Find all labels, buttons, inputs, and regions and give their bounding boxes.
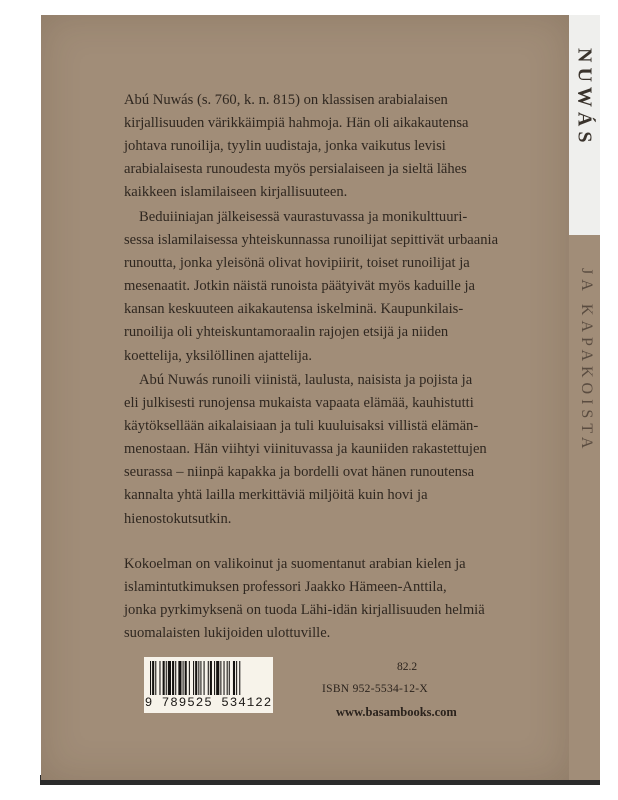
barcode-bar bbox=[200, 661, 201, 695]
blurb-paragraph-2 bbox=[124, 206, 524, 368]
barcode-bar bbox=[155, 661, 156, 695]
text-line: Beduiiniajan jälkeisessä vaurastuvassa ja monikulttuuri- bbox=[139, 209, 468, 225]
barcode-bar bbox=[208, 661, 209, 695]
isbn-number: ISBN 952-5534-12-X bbox=[322, 683, 429, 695]
text-line: koettelija, yksilöllinen ajattelija. bbox=[124, 347, 313, 364]
text-line: kansan keskuuteen aikakautensa iskelminä. Kaupunkilais- bbox=[124, 301, 464, 318]
text-line: Abú Nuwás (s. 760, k. n. 815) on klassisen arabialaisen bbox=[124, 92, 448, 108]
blurb-paragraph-3 bbox=[124, 369, 524, 531]
text-line: arabialaisesta runoudesta myös persialaiseen ja sieltä lähes bbox=[124, 161, 467, 178]
text-line: johtava runoilija, tyylin uudistaja, jonka vaikutus levisi bbox=[124, 138, 446, 155]
blurb-paragraph-1 bbox=[124, 89, 524, 204]
text-line: jonka pyrkimyksenä on tuoda Lähi-idän kirjallisuuden helmiä bbox=[124, 602, 485, 619]
barcode-bar bbox=[189, 661, 190, 695]
barcode-bar bbox=[239, 661, 240, 695]
barcode-bar bbox=[185, 661, 187, 695]
barcode-bar bbox=[159, 661, 160, 695]
spine-title-text: JA KAPAKOISTA bbox=[578, 268, 595, 454]
text-line: islamintutkimuksen professori Jaakko Hämeen-Anttila, bbox=[124, 579, 447, 596]
text-line: seurassa – niinpä kapakka ja bordelli ovat hänen runoutensa bbox=[124, 464, 475, 481]
barcode-number: 9 789525 534122 bbox=[144, 696, 273, 710]
barcode-bar bbox=[216, 661, 219, 695]
barcode-bar bbox=[166, 661, 167, 695]
text-line: menostaan. Hän viihtyi viinituvassa ja kauniiden rakastettujen bbox=[124, 441, 487, 458]
text-line: kaikkeen islamilaiseen kirjallisuuteen. bbox=[124, 184, 348, 201]
barcode-bars bbox=[150, 661, 267, 695]
text-line: Abú Nuwás runoili viinistä, laulusta, naisista ja pojista ja bbox=[139, 372, 473, 388]
barcode-bar bbox=[236, 661, 237, 695]
spine-author-text: NUWÁS bbox=[573, 48, 596, 148]
text-line: eli julkisesti runojensa mukaista vapaata elämää, kauhistutti bbox=[124, 395, 474, 412]
text-line: Kokoelman on valikoinut ja suomentanut arabian kielen ja bbox=[124, 556, 466, 572]
isbn-barcode bbox=[144, 657, 273, 713]
translator-note bbox=[124, 553, 524, 645]
barcode-bar bbox=[152, 661, 154, 695]
barcode-bar bbox=[224, 661, 225, 695]
barcode-bar bbox=[175, 661, 176, 695]
barcode-bar bbox=[220, 661, 221, 695]
barcode-bar bbox=[214, 661, 215, 695]
text-line: hienostokutsutkin. bbox=[124, 510, 232, 527]
barcode-bar bbox=[150, 661, 151, 695]
text-line: runoutta, jonka yleisönä olivat hovipiirit, toiset runoilijat ja bbox=[124, 255, 470, 272]
barcode-bar bbox=[172, 661, 174, 695]
barcode-bar bbox=[233, 661, 235, 695]
barcode-bar bbox=[163, 661, 165, 695]
barcode-bar bbox=[178, 661, 181, 695]
classification-code: 82.2 bbox=[397, 661, 418, 673]
text-line: suomalaisten lukijoiden ulottuville. bbox=[124, 625, 331, 642]
text-line: kannalta yhtä lailla merkittäviä miljöitä kuin hovi ja bbox=[124, 487, 428, 504]
barcode-bar bbox=[204, 661, 205, 695]
barcode-bar bbox=[168, 661, 171, 695]
barcode-bar bbox=[229, 661, 230, 695]
barcode-bar bbox=[227, 661, 228, 695]
text-line: sessa islamilaisessa yhteiskunnassa runoilijat sepittivät urbaania bbox=[124, 232, 499, 249]
barcode-bar bbox=[195, 661, 197, 695]
text-line: runoilija oli yhteiskuntamoraalin rajojen etsijä ja niiden bbox=[124, 324, 449, 341]
barcode-bar bbox=[198, 661, 199, 695]
barcode-bar bbox=[210, 661, 212, 695]
text-line: käytöksellään aikalaisiaan ja tuli kuuluisaksi villistä elämän- bbox=[124, 418, 479, 435]
barcode-bar bbox=[193, 661, 194, 695]
text-line: mesenaatit. Jotkin näistä runoista päätyivät myös kaduille ja bbox=[124, 278, 475, 295]
publisher-website: www.basambooks.com bbox=[336, 705, 457, 719]
text-line: kirjallisuuden värikkäimpiä hahmoja. Hän oli aikakautensa bbox=[124, 115, 469, 132]
barcode-bar bbox=[183, 661, 184, 695]
